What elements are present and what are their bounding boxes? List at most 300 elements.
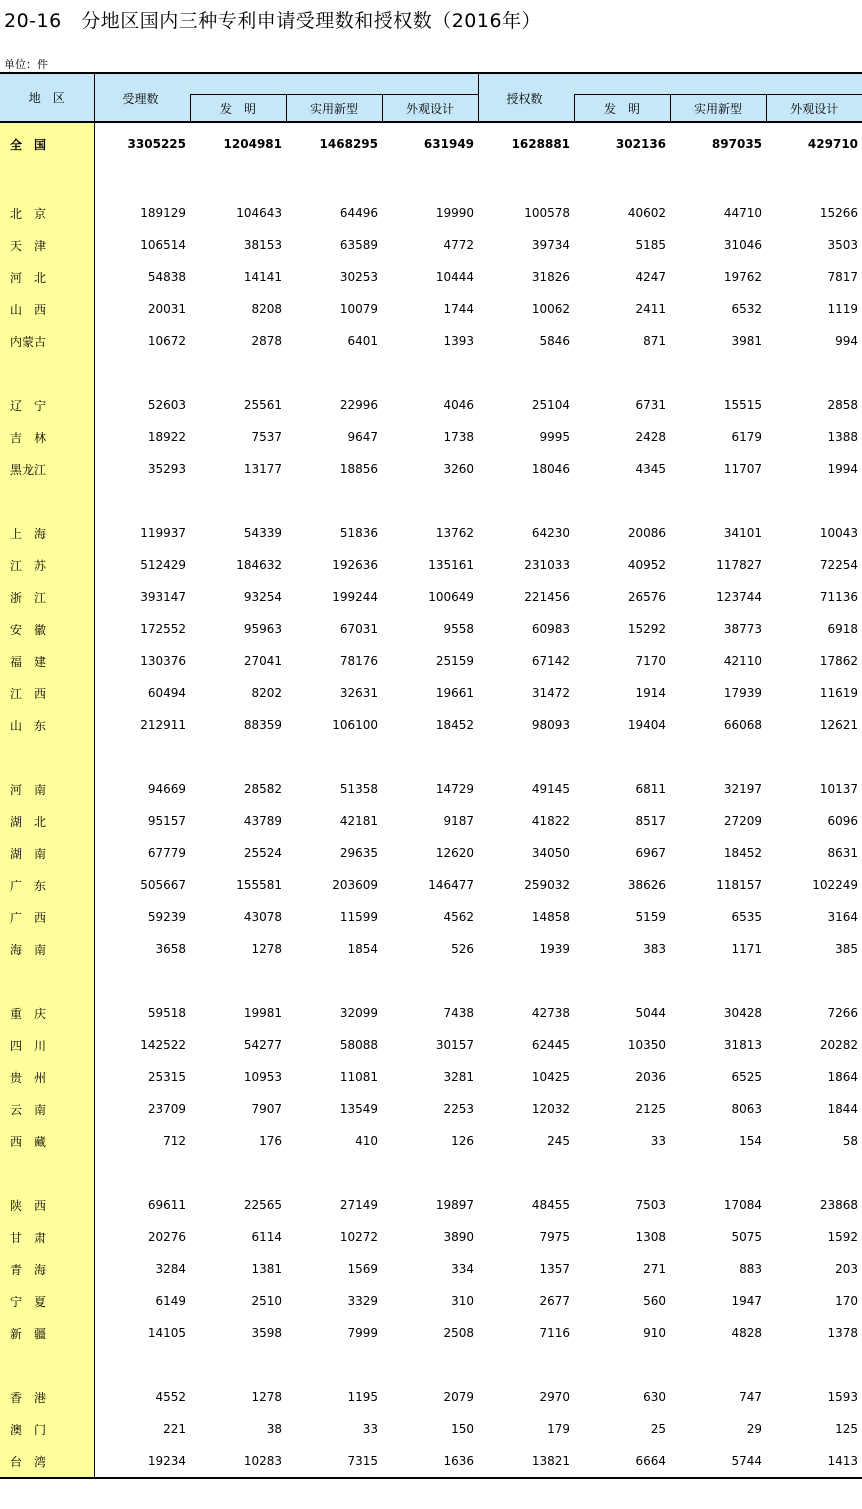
value-cell: 5744 (670, 1445, 766, 1478)
value-cell: 7503 (635, 1198, 667, 1212)
value-cell: 2253 (443, 1102, 475, 1116)
value-cell: 199244 (332, 590, 378, 604)
table-row (0, 805, 862, 837)
value-cell: 88359 (243, 718, 282, 732)
value-cell: 203609 (332, 878, 378, 892)
value-cell: 2970 (539, 1390, 571, 1404)
value-cell: 385 (835, 942, 859, 956)
value-cell: 4562 (443, 910, 475, 924)
value-cell: 54838 (147, 270, 186, 284)
value-cell: 747 (739, 1390, 763, 1404)
group-spacer-row (0, 357, 862, 389)
value-cell: 7537 (251, 430, 282, 444)
value-cell: 8208 (251, 302, 282, 316)
header-granted-invention: 发 明 (574, 95, 670, 123)
value-cell: 9187 (443, 814, 475, 828)
value-cell: 19897 (435, 1198, 475, 1212)
value-cell: 203 (835, 1262, 859, 1276)
spacer-cell (94, 1157, 862, 1189)
value-cell: 6114 (251, 1230, 282, 1244)
header-granted-design: 外观设计 (766, 95, 862, 123)
table-row (0, 261, 862, 293)
value-cell: 43078 (243, 910, 282, 924)
value-cell: 12621 (819, 718, 859, 732)
value-cell: 40952 (627, 558, 667, 572)
region-spacer-cell (0, 965, 94, 997)
value-cell: 13762 (435, 526, 475, 540)
value-cell: 10272 (339, 1230, 378, 1244)
value-cell: 2508 (443, 1326, 475, 1340)
region-name: 广 西 (0, 901, 94, 933)
table-row (0, 933, 862, 965)
value-cell: 1278 (251, 942, 282, 956)
spacer-cell (94, 741, 862, 773)
spacer-cell (94, 965, 862, 997)
value-cell: 63589 (339, 238, 378, 252)
value-cell: 25104 (531, 398, 571, 412)
value-cell: 38626 (627, 878, 667, 892)
value-cell: 64496 (339, 206, 378, 220)
group-spacer-row (0, 965, 862, 997)
value-cell: 42181 (339, 814, 378, 828)
value-cell: 142522 (140, 1038, 186, 1052)
value-cell: 11619 (819, 686, 859, 700)
value-cell: 20276 (147, 1230, 186, 1244)
table-row (0, 613, 862, 645)
value-cell: 27041 (243, 654, 282, 668)
region-spacer-cell (0, 1349, 94, 1381)
unit-label: 单位：件 (4, 58, 48, 71)
spacer-cell (94, 357, 862, 389)
value-cell: 42738 (531, 1006, 571, 1020)
value-cell: 18046 (531, 462, 571, 476)
header-granted-spacer (574, 73, 862, 95)
value-cell: 69611 (147, 1198, 186, 1212)
value-cell: 3284 (155, 1262, 186, 1276)
value-cell: 6918 (827, 622, 859, 636)
value-cell: 71136 (819, 590, 859, 604)
value-cell: 11081 (339, 1070, 378, 1084)
value-cell: 15266 (819, 206, 859, 220)
value-cell: 172552 (140, 622, 186, 636)
value-cell: 48455 (531, 1198, 571, 1212)
value-cell: 179 (547, 1422, 571, 1436)
value-cell: 3598 (251, 1326, 282, 1340)
value-cell: 58088 (339, 1038, 378, 1052)
value-cell: 27209 (723, 814, 763, 828)
region-name: 湖 北 (0, 805, 94, 837)
value-cell: 14729 (435, 782, 475, 796)
value-cell: 146477 (428, 878, 475, 892)
value-cell: 52603 (147, 398, 186, 412)
patent-statistics-table (0, 72, 862, 1479)
region-name: 安 徽 (0, 613, 94, 645)
region-name: 天 津 (0, 229, 94, 261)
value-cell: 93254 (243, 590, 282, 604)
value-cell: 19234 (94, 1445, 190, 1478)
value-cell: 39734 (531, 238, 571, 252)
value-cell: 1357 (539, 1262, 571, 1276)
value-cell: 25159 (435, 654, 475, 668)
value-cell: 2878 (251, 334, 282, 348)
value-cell: 51358 (339, 782, 378, 796)
value-cell: 1844 (827, 1102, 859, 1116)
value-cell: 25 (650, 1422, 667, 1436)
table-row (0, 325, 862, 357)
value-cell: 7116 (539, 1326, 571, 1340)
value-cell: 28582 (243, 782, 282, 796)
value-cell: 54339 (243, 526, 282, 540)
value-cell: 100649 (428, 590, 475, 604)
region-spacer-cell (0, 357, 94, 389)
table-body (0, 122, 862, 1478)
value-cell: 20282 (819, 1038, 859, 1052)
value-cell: 883 (739, 1262, 763, 1276)
value-cell: 154 (739, 1134, 763, 1148)
table-row (0, 1445, 862, 1478)
value-cell: 302136 (615, 137, 667, 151)
header-accepted-design: 外观设计 (382, 95, 478, 123)
value-cell: 1171 (731, 942, 763, 956)
value-cell: 31472 (531, 686, 571, 700)
value-cell: 7170 (635, 654, 667, 668)
table-row (0, 1317, 862, 1349)
value-cell: 4247 (635, 270, 667, 284)
value-cell: 38153 (243, 238, 282, 252)
value-cell: 14105 (147, 1326, 186, 1340)
value-cell: 42110 (723, 654, 763, 668)
value-cell: 1378 (827, 1326, 859, 1340)
region-spacer-cell (0, 165, 94, 197)
table-row (0, 1125, 862, 1157)
value-cell: 38 (266, 1422, 282, 1436)
value-cell: 29635 (339, 846, 378, 860)
value-cell: 118157 (716, 878, 763, 892)
value-cell: 27149 (339, 1198, 378, 1212)
table-row (0, 1189, 862, 1221)
region-name: 贵 州 (0, 1061, 94, 1093)
value-cell: 271 (643, 1262, 667, 1276)
value-cell: 7817 (827, 270, 859, 284)
value-cell: 13549 (339, 1102, 378, 1116)
value-cell: 9995 (539, 430, 571, 444)
value-cell: 7907 (251, 1102, 282, 1116)
value-cell: 78176 (339, 654, 378, 668)
value-cell: 9647 (347, 430, 378, 444)
value-cell: 13821 (478, 1445, 574, 1478)
page-title: 20-16 分地区国内三种专利申请受理数和授权数（2016年） (4, 10, 542, 32)
table-row (0, 1253, 862, 1285)
value-cell: 13177 (243, 462, 282, 476)
value-cell: 25315 (147, 1070, 186, 1084)
value-cell: 2125 (635, 1102, 667, 1116)
value-cell: 1468295 (319, 137, 378, 151)
value-cell: 10444 (435, 270, 475, 284)
table-row (0, 709, 862, 741)
header-accepted: 受理数 (94, 73, 190, 122)
table-row (0, 1285, 862, 1317)
value-cell: 3981 (731, 334, 763, 348)
value-cell: 34101 (723, 526, 763, 540)
value-cell: 106100 (332, 718, 378, 732)
value-cell: 130376 (140, 654, 186, 668)
value-cell: 11599 (339, 910, 378, 924)
value-cell: 126 (451, 1134, 475, 1148)
value-cell: 5159 (635, 910, 667, 924)
header-accepted-invention: 发 明 (190, 95, 286, 123)
spacer-cell (94, 1349, 862, 1381)
value-cell: 6096 (827, 814, 859, 828)
table-row (0, 1413, 862, 1445)
value-cell: 32631 (339, 686, 378, 700)
value-cell: 1413 (766, 1445, 862, 1478)
value-cell: 871 (643, 334, 667, 348)
value-cell: 58 (842, 1134, 859, 1148)
value-cell: 5185 (635, 238, 667, 252)
region-name: 内蒙古 (0, 325, 94, 357)
region-name: 吉 林 (0, 421, 94, 453)
value-cell: 30428 (723, 1006, 763, 1020)
value-cell: 7438 (443, 1006, 475, 1020)
value-cell: 17084 (723, 1198, 763, 1212)
table-row (0, 773, 862, 805)
value-cell: 630 (643, 1390, 667, 1404)
value-cell: 3890 (443, 1230, 475, 1244)
header-granted-utility: 实用新型 (670, 95, 766, 123)
value-cell: 117827 (716, 558, 763, 572)
value-cell: 8202 (251, 686, 282, 700)
value-cell: 18856 (339, 462, 378, 476)
value-cell: 184632 (236, 558, 282, 572)
table-row (0, 1029, 862, 1061)
value-cell: 15515 (723, 398, 763, 412)
value-cell: 6967 (635, 846, 667, 860)
value-cell: 64230 (531, 526, 571, 540)
region-spacer-cell (0, 1157, 94, 1189)
value-cell: 1569 (347, 1262, 378, 1276)
value-cell: 10350 (627, 1038, 667, 1052)
value-cell: 33 (362, 1422, 378, 1436)
value-cell: 5846 (539, 334, 571, 348)
value-cell: 67142 (531, 654, 571, 668)
value-cell: 38773 (723, 622, 763, 636)
value-cell: 10953 (243, 1070, 282, 1084)
table-row (0, 645, 862, 677)
value-cell: 1914 (635, 686, 667, 700)
table-row (0, 453, 862, 485)
region-name: 辽 宁 (0, 389, 94, 421)
value-cell: 20031 (147, 302, 186, 316)
value-cell: 18922 (147, 430, 186, 444)
value-cell: 310 (451, 1294, 475, 1308)
value-cell: 98093 (531, 718, 571, 732)
value-cell: 11707 (723, 462, 763, 476)
value-cell: 44710 (723, 206, 763, 220)
value-cell: 12620 (435, 846, 475, 860)
value-cell: 59518 (147, 1006, 186, 1020)
value-cell: 8063 (731, 1102, 763, 1116)
value-cell: 31826 (531, 270, 571, 284)
value-cell: 10137 (819, 782, 859, 796)
value-cell: 4552 (155, 1390, 186, 1404)
value-cell: 2036 (635, 1070, 667, 1084)
value-cell: 1864 (827, 1070, 859, 1084)
region-name: 全 国 (0, 122, 94, 165)
value-cell: 1393 (443, 334, 475, 348)
value-cell: 1593 (827, 1390, 859, 1404)
region-name: 河 南 (0, 773, 94, 805)
value-cell: 155581 (236, 878, 282, 892)
value-cell: 60494 (147, 686, 186, 700)
table-row (0, 1061, 862, 1093)
value-cell: 1592 (827, 1230, 859, 1244)
value-cell: 8631 (827, 846, 859, 860)
value-cell: 19981 (243, 1006, 282, 1020)
value-cell: 3658 (155, 942, 186, 956)
table-row (0, 837, 862, 869)
statistics-table-container (0, 72, 862, 1479)
value-cell: 170 (835, 1294, 859, 1308)
value-cell: 5075 (731, 1230, 763, 1244)
value-cell: 62445 (531, 1038, 571, 1052)
value-cell: 560 (643, 1294, 667, 1308)
value-cell: 30253 (339, 270, 378, 284)
value-cell: 4828 (731, 1326, 763, 1340)
value-cell: 100578 (524, 206, 571, 220)
value-cell: 125 (835, 1422, 859, 1436)
group-spacer-row (0, 485, 862, 517)
value-cell: 10672 (147, 334, 186, 348)
value-cell: 1744 (443, 302, 475, 316)
value-cell: 104643 (236, 206, 282, 220)
value-cell: 32099 (339, 1006, 378, 1020)
value-cell: 43789 (243, 814, 282, 828)
region-name: 甘 肃 (0, 1221, 94, 1253)
region-name: 云 南 (0, 1093, 94, 1125)
table-header (0, 73, 862, 122)
value-cell: 1994 (827, 462, 859, 476)
region-name: 四 川 (0, 1029, 94, 1061)
value-cell: 31813 (723, 1038, 763, 1052)
value-cell: 176 (259, 1134, 282, 1148)
table-row (0, 1093, 862, 1125)
value-cell: 3260 (443, 462, 475, 476)
region-name: 重 庆 (0, 997, 94, 1029)
spacer-cell (94, 165, 862, 197)
value-cell: 25561 (243, 398, 282, 412)
value-cell: 29 (746, 1422, 763, 1436)
value-cell: 7975 (539, 1230, 571, 1244)
value-cell: 259032 (524, 878, 571, 892)
value-cell: 119937 (140, 526, 186, 540)
value-cell: 23709 (147, 1102, 186, 1116)
value-cell: 7999 (347, 1326, 378, 1340)
value-cell: 18452 (723, 846, 763, 860)
value-cell: 67031 (339, 622, 378, 636)
value-cell: 6532 (731, 302, 763, 316)
value-cell: 429710 (807, 137, 859, 151)
table-row (0, 581, 862, 613)
value-cell: 95963 (243, 622, 282, 636)
region-name: 福 建 (0, 645, 94, 677)
value-cell: 20086 (627, 526, 667, 540)
value-cell: 40602 (627, 206, 667, 220)
value-cell: 1278 (251, 1390, 282, 1404)
value-cell: 1308 (635, 1230, 667, 1244)
value-cell: 3503 (827, 238, 859, 252)
value-cell: 25524 (243, 846, 282, 860)
region-name: 海 南 (0, 933, 94, 965)
value-cell: 1204981 (223, 137, 282, 151)
value-cell: 2411 (635, 302, 667, 316)
region-name: 陕 西 (0, 1189, 94, 1221)
value-cell: 19661 (435, 686, 475, 700)
value-cell: 15292 (627, 622, 667, 636)
value-cell: 393147 (140, 590, 186, 604)
value-cell: 7266 (827, 1006, 859, 1020)
value-cell: 30157 (435, 1038, 475, 1052)
value-cell: 910 (643, 1326, 667, 1340)
value-cell: 383 (643, 942, 667, 956)
region-name: 台 湾 (0, 1445, 94, 1478)
value-cell: 14141 (243, 270, 282, 284)
value-cell: 19762 (723, 270, 763, 284)
table-row (0, 197, 862, 229)
value-cell: 6731 (635, 398, 667, 412)
value-cell: 221456 (524, 590, 571, 604)
region-name: 广 东 (0, 869, 94, 901)
region-name: 江 西 (0, 677, 94, 709)
value-cell: 221 (163, 1422, 186, 1436)
value-cell: 17939 (723, 686, 763, 700)
table-row (0, 1221, 862, 1253)
value-cell: 135161 (428, 558, 475, 572)
value-cell: 17862 (819, 654, 859, 668)
value-cell: 512429 (140, 558, 186, 572)
value-cell: 10079 (339, 302, 378, 316)
region-name: 河 北 (0, 261, 94, 293)
value-cell: 212911 (140, 718, 186, 732)
value-cell: 410 (355, 1134, 378, 1148)
value-cell: 3281 (443, 1070, 475, 1084)
table-row (0, 293, 862, 325)
value-cell: 5044 (635, 1006, 667, 1020)
value-cell: 10425 (531, 1070, 571, 1084)
value-cell: 1636 (382, 1445, 478, 1478)
value-cell: 2858 (827, 398, 859, 412)
region-name: 香 港 (0, 1381, 94, 1413)
header-accepted-spacer (190, 73, 478, 95)
value-cell: 712 (163, 1134, 186, 1148)
table-row (0, 869, 862, 901)
value-cell: 1628881 (511, 137, 571, 151)
table-row (0, 421, 862, 453)
region-name: 北 京 (0, 197, 94, 229)
value-cell: 6664 (574, 1445, 670, 1478)
table-row (0, 229, 862, 261)
value-cell: 4345 (635, 462, 667, 476)
value-cell: 8517 (635, 814, 667, 828)
table-row (0, 1381, 862, 1413)
table-row (0, 389, 862, 421)
value-cell: 12032 (531, 1102, 571, 1116)
value-cell: 35293 (147, 462, 186, 476)
table-row (0, 677, 862, 709)
value-cell: 1854 (347, 942, 378, 956)
value-cell: 60983 (531, 622, 571, 636)
region-name: 上 海 (0, 517, 94, 549)
value-cell: 192636 (332, 558, 378, 572)
